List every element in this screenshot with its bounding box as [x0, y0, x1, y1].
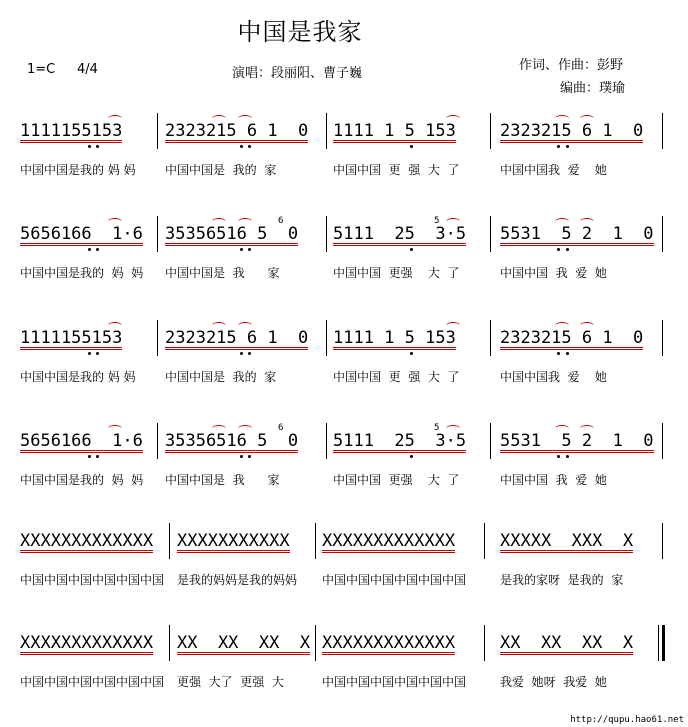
- slur: [238, 322, 252, 329]
- bar-line: [662, 320, 663, 356]
- lyric-text: 中国中国是我的 妈 妈: [20, 266, 144, 280]
- note-measure: [500, 224, 654, 246]
- lyric-text: 中国中国是 我 家: [165, 266, 280, 280]
- measure-notes: 35356516 5 0: [165, 431, 299, 451]
- octave-dot: [566, 145, 569, 148]
- bar-line: [662, 216, 663, 252]
- octave-dot: [96, 352, 99, 355]
- bar-line: [658, 625, 659, 661]
- grace-note: 6: [278, 423, 284, 433]
- slur: [108, 218, 122, 225]
- note-measure: [333, 431, 466, 453]
- slur: [580, 115, 594, 122]
- slur: [108, 322, 122, 329]
- octave-dot: [240, 145, 243, 148]
- slur: [212, 218, 226, 225]
- bar-line: [326, 113, 327, 149]
- singer-credit: 演唱：段丽阳、曹子巍: [232, 66, 363, 81]
- arranger-credit: 编曲：璞瑜: [560, 81, 626, 96]
- bar-line: [169, 523, 170, 559]
- bar-line: [157, 320, 158, 356]
- slur: [580, 322, 594, 329]
- octave-dot: [96, 455, 99, 458]
- bar-line: [490, 320, 491, 356]
- bar-line: [490, 423, 491, 459]
- lyric-text: 中国中国是 我的 家: [165, 370, 277, 384]
- measure-notes: XXXXXXXXXXXXX: [20, 633, 154, 653]
- note-measure: [177, 633, 310, 655]
- note-measure: [177, 531, 290, 553]
- slur: [238, 115, 252, 122]
- bar-line: [662, 523, 663, 559]
- octave-dot: [88, 145, 91, 148]
- lyric-text: 中国中国是我的 妈 妈: [20, 473, 144, 487]
- page-title: 中国是我家: [237, 18, 363, 46]
- lyric-text: 更强 大了 更强 大: [177, 675, 284, 689]
- octave-dot: [248, 248, 251, 251]
- octave-dot: [557, 455, 560, 458]
- octave-dot: [410, 145, 413, 148]
- measure-notes: 5531 5 2 1 0: [500, 431, 654, 451]
- bar-line: [490, 216, 491, 252]
- measure-notes: XX XX XX X: [177, 633, 311, 653]
- note-measure: [333, 121, 456, 143]
- slur: [555, 115, 569, 122]
- measure-notes: XXXXXXXXXXXXX: [322, 633, 456, 653]
- measure-notes: 2323215 6 1 0: [500, 328, 644, 348]
- octave-dot: [566, 352, 569, 355]
- lyric-text: 中国中国 我 爱 她: [500, 266, 607, 280]
- watermark: http://qupu.hao61.net: [570, 715, 684, 725]
- lyric-text: 中国中国是 我 家: [165, 473, 280, 487]
- lyric-text: 中国中国中国中国中国中国: [20, 675, 165, 689]
- grace-note: 5: [434, 216, 440, 226]
- bar-line: [157, 113, 158, 149]
- measure-notes: 5656166 1·6: [20, 224, 143, 244]
- lyric-text: 中国中国中国中国中国中国: [322, 675, 467, 689]
- measure-notes: 5111 25 3·5: [333, 431, 467, 451]
- lyric-text: 中国中国 更强 大 了: [333, 473, 460, 487]
- note-measure: [20, 431, 143, 453]
- octave-dot: [566, 248, 569, 251]
- octave-dot: [88, 248, 91, 251]
- measure-notes: 5531 5 2 1 0: [500, 224, 654, 244]
- note-measure: [333, 224, 466, 246]
- slur: [555, 425, 569, 432]
- lyric-text: 我爱 她呀 我爱 她: [500, 675, 607, 689]
- note-measure: [20, 328, 122, 350]
- note-measure: [333, 328, 456, 350]
- lyric-text: 中国中国 我 爱 她: [500, 473, 607, 487]
- octave-dot: [410, 455, 413, 458]
- lyric-text: 中国中国中国中国中国中国: [20, 573, 165, 587]
- measure-notes: 1111155153: [20, 121, 123, 141]
- slur: [580, 425, 594, 432]
- slur: [580, 218, 594, 225]
- lyric-text: 是我的妈妈是我的妈妈: [177, 573, 298, 587]
- octave-dot: [240, 352, 243, 355]
- slur: [212, 322, 226, 329]
- note-measure: [20, 121, 122, 143]
- octave-dot: [248, 455, 251, 458]
- octave-dot: [410, 248, 413, 251]
- lyric-text: 是我的家呀 是我的 家: [500, 573, 624, 587]
- lyricist-composer-credit: 作词、作曲：彭野: [519, 58, 624, 73]
- bar-line: [326, 216, 327, 252]
- slur: [555, 218, 569, 225]
- note-measure: [20, 633, 153, 655]
- octave-dot: [557, 145, 560, 148]
- slur: [446, 322, 460, 329]
- octave-dot: [557, 248, 560, 251]
- bar-line: [315, 625, 316, 661]
- note-measure: [165, 431, 298, 453]
- lyric-text: 中国中国 更 强 大 了: [333, 163, 460, 177]
- measure-notes: 5656166 1·6: [20, 431, 143, 451]
- bar-line: [157, 216, 158, 252]
- measure-notes: 2323215 6 1 0: [165, 328, 309, 348]
- measure-notes: XXXXXXXXXXXXX: [20, 531, 154, 551]
- measure-notes: 1111155153: [20, 328, 123, 348]
- octave-dot: [96, 248, 99, 251]
- octave-dot: [88, 352, 91, 355]
- note-measure: [20, 531, 153, 553]
- slur: [555, 322, 569, 329]
- note-measure: [500, 431, 654, 453]
- note-measure: [20, 224, 143, 246]
- slur: [238, 425, 252, 432]
- note-measure: [500, 328, 643, 350]
- grace-note: 5: [434, 423, 440, 433]
- measure-notes: 1111 1 5 153: [333, 328, 456, 348]
- slur: [238, 218, 252, 225]
- measure-notes: 2323215 6 1 0: [500, 121, 644, 141]
- lyric-text: 中国中国 更强 大 了: [333, 266, 460, 280]
- slur: [446, 425, 460, 432]
- note-measure: [165, 328, 308, 350]
- octave-dot: [566, 455, 569, 458]
- lyric-text: 中国中国是我的 妈 妈: [20, 163, 136, 177]
- time-signature: 4/4: [77, 62, 98, 77]
- slur: [108, 425, 122, 432]
- measure-notes: XXXXXXXXXXXXX: [322, 531, 456, 551]
- note-measure: [165, 224, 298, 246]
- bar-line: [326, 423, 327, 459]
- octave-dot: [248, 352, 251, 355]
- measure-notes: 35356516 5 0: [165, 224, 299, 244]
- slur: [446, 115, 460, 122]
- lyric-text: 中国中国我 爱 她: [500, 370, 607, 384]
- note-measure: [500, 121, 643, 143]
- bar-line: [662, 625, 665, 661]
- key-signature: 1=C: [27, 62, 56, 77]
- octave-dot: [240, 455, 243, 458]
- measure-notes: XXXXX XXX X: [500, 531, 634, 551]
- lyric-text: 中国中国 更 强 大 了: [333, 370, 460, 384]
- octave-dot: [557, 352, 560, 355]
- octave-dot: [410, 352, 413, 355]
- lyric-text: 中国中国中国中国中国中国: [322, 573, 467, 587]
- octave-dot: [240, 248, 243, 251]
- bar-line: [157, 423, 158, 459]
- octave-dot: [88, 455, 91, 458]
- lyric-text: 中国中国是 我的 家: [165, 163, 277, 177]
- slur: [446, 218, 460, 225]
- slur: [212, 115, 226, 122]
- bar-line: [662, 113, 663, 149]
- slur: [108, 115, 122, 122]
- octave-dot: [96, 145, 99, 148]
- measure-notes: 5111 25 3·5: [333, 224, 467, 244]
- bar-line: [484, 523, 485, 559]
- note-measure: [165, 121, 308, 143]
- bar-line: [484, 625, 485, 661]
- lyric-text: 中国中国我 爱 她: [500, 163, 607, 177]
- note-measure: [322, 531, 455, 553]
- octave-dot: [248, 145, 251, 148]
- slur: [212, 425, 226, 432]
- measure-notes: 1111 1 5 153: [333, 121, 456, 141]
- measure-notes: XXXXXXXXXXX: [177, 531, 290, 551]
- bar-line: [315, 523, 316, 559]
- bar-line: [662, 423, 663, 459]
- measure-notes: XX XX XX X: [500, 633, 634, 653]
- note-measure: [500, 531, 633, 553]
- note-measure: [322, 633, 455, 655]
- measure-notes: 2323215 6 1 0: [165, 121, 309, 141]
- bar-line: [326, 320, 327, 356]
- grace-note: 6: [278, 216, 284, 226]
- bar-line: [169, 625, 170, 661]
- bar-line: [490, 113, 491, 149]
- note-measure: [500, 633, 633, 655]
- lyric-text: 中国中国是我的 妈 妈: [20, 370, 136, 384]
